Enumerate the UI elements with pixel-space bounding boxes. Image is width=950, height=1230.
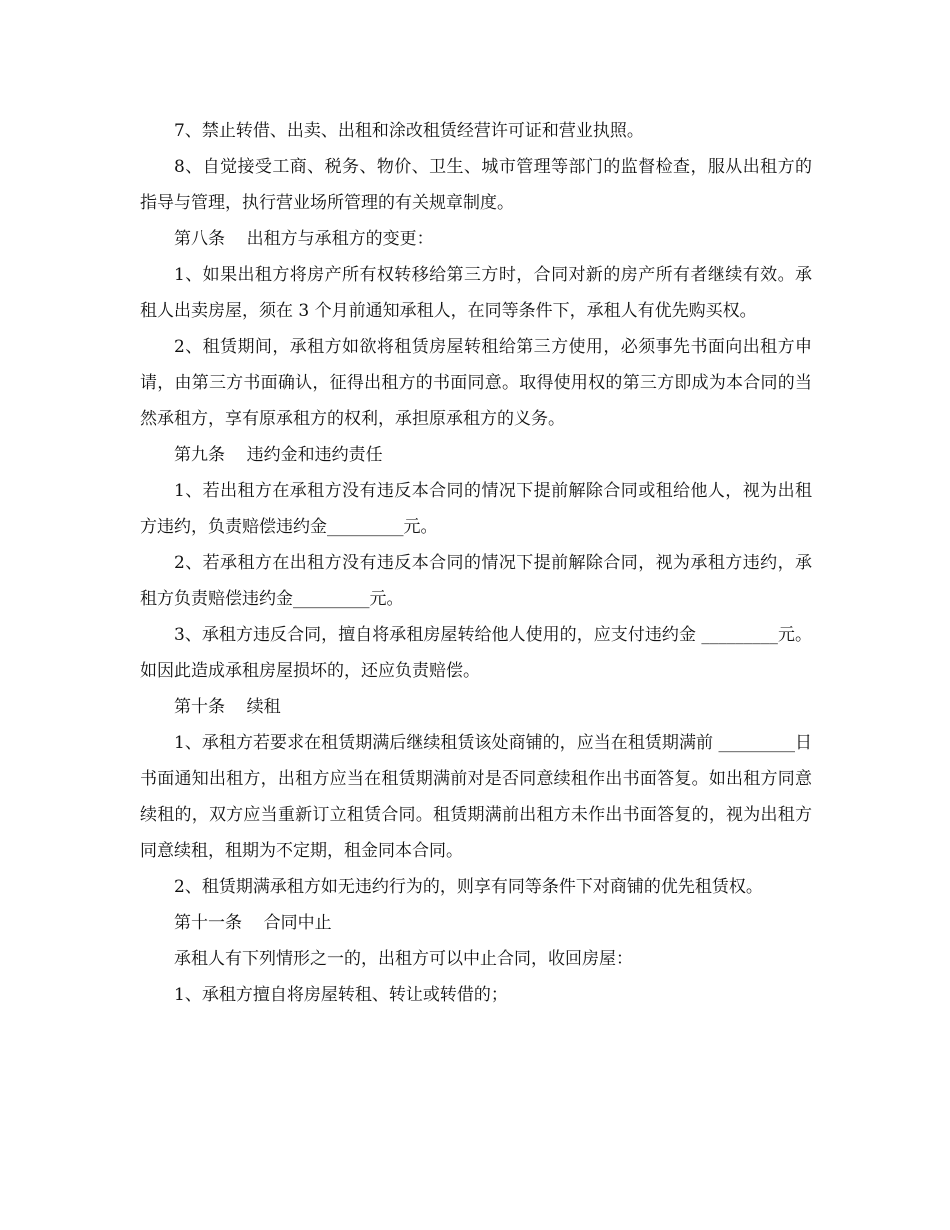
article-9-heading: 第九条 违约金和违约责任 xyxy=(174,445,383,465)
article-8-item-2: 2、租赁期间，承租方如欲将租赁房屋转租给第三方使用，必须事先书面向出租方申请，由第三方书面确认，征得出租方的书面同意。取得使用权的第三方即成为本合同的当然承租方，享有原承租方的权利，承担原承租方的义务。 xyxy=(140,337,812,429)
article-11-item-1: 1、承租方擅自将房屋转租、转让或转借的； xyxy=(174,985,508,1005)
article-9-item-1: 1、若出租方在承租方没有违反本合同的情况下提前解除合同或租给他人，视为出租方违约，负责赔偿违约金_________元。 xyxy=(140,481,812,537)
article-10-item-2: 2、租赁期满承租方如无违约行为的，则享有同等条件下对商铺的优先租赁权。 xyxy=(174,877,763,897)
clause-8-text: 8、自觉接受工商、税务、物价、卫生、城市管理等部门的监督检查，服从出租方的指导与管理，执行营业场所管理的有关规章制度。 xyxy=(140,157,812,213)
document-body xyxy=(140,113,812,1013)
article-8-item-1: 1、如果出租方将房产所有权转移给第三方时，合同对新的房产所有者继续有效。承租人出卖房屋，须在 3 个月前通知承租人，在同等条件下，承租人有优先购买权。 xyxy=(140,265,812,321)
article-11-heading: 第十一条 合同中止 xyxy=(174,913,332,933)
article-10-item-1: 1、承租方若要求在租赁期满后继续租赁该处商铺的，应当在租赁期满前 _________日书面通知出租方，出租方应当在租赁期满前对是否同意续租作出书面答复。如出租方同意续租的，双方应当重新订立租赁合同。租赁期满前出租方未作出书面答复的，视为出租方同意续租，租期为不定期，租金同本合同。 xyxy=(140,733,812,861)
article-8-heading: 第八条 出租方与承租方的变更： xyxy=(174,229,434,249)
article-9-item-2: 2、若承租方在出租方没有违反本合同的情况下提前解除合同，视为承租方违约，承租方负责赔偿违约金_________元。 xyxy=(140,553,812,609)
clause-7-text: 7、禁止转借、出卖、出租和涂改租赁经营许可证和营业执照。 xyxy=(174,121,644,141)
article-10-heading: 第十条 续租 xyxy=(174,697,281,717)
article-11-intro: 承租人有下列情形之一的，出租方可以中止合同，收回房屋： xyxy=(174,949,633,969)
article-9-item-3: 3、承租方违反合同，擅自将承租房屋转给他人使用的，应支付违约金 _________元。如因此造成承租房屋损坏的，还应负责赔偿。 xyxy=(140,625,812,681)
